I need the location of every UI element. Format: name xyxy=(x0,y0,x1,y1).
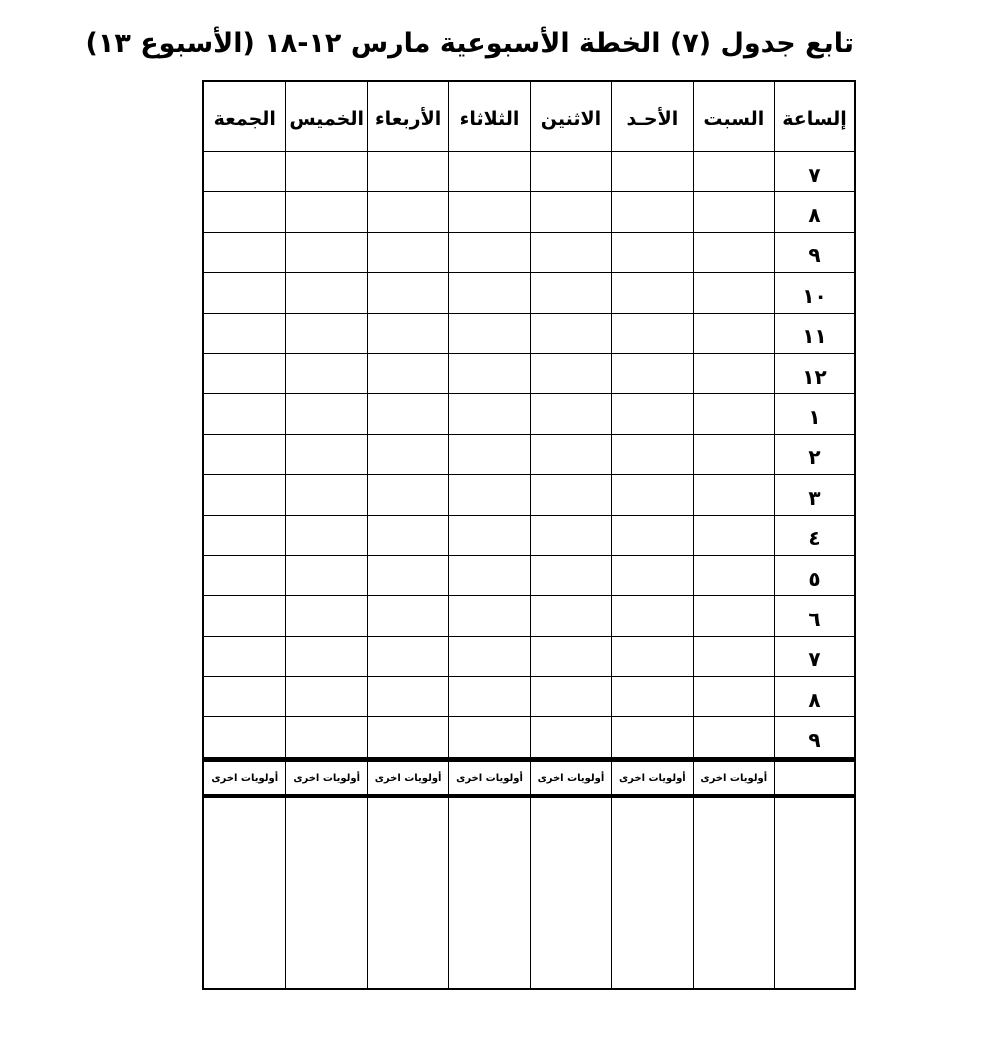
hour-label: ٩ xyxy=(774,717,854,757)
time-slot-cell[interactable] xyxy=(611,152,692,192)
time-slot-cell[interactable] xyxy=(693,354,774,394)
time-slot-cell[interactable] xyxy=(530,314,611,354)
time-slot-cell[interactable] xyxy=(448,637,529,677)
time-slot-cell[interactable] xyxy=(285,637,366,677)
time-slot-cell[interactable] xyxy=(204,637,285,677)
hour-label: ١١ xyxy=(774,314,854,354)
hour-label: ٥ xyxy=(774,556,854,596)
time-slot-cell[interactable] xyxy=(204,354,285,394)
time-slot-cell[interactable] xyxy=(530,556,611,596)
priority-notes-cell[interactable] xyxy=(611,798,692,988)
time-slot-cell[interactable] xyxy=(693,637,774,677)
time-slot-cell[interactable] xyxy=(367,637,448,677)
time-slot-cell[interactable] xyxy=(530,152,611,192)
priority-label: أولويات اخرى xyxy=(367,762,448,794)
hour-label: ٨ xyxy=(774,192,854,232)
time-slot-cell[interactable] xyxy=(693,233,774,273)
time-slot-cell[interactable] xyxy=(204,516,285,556)
time-slot-cell[interactable] xyxy=(448,596,529,636)
time-slot-cell[interactable] xyxy=(611,596,692,636)
time-slot-cell[interactable] xyxy=(285,273,366,313)
time-slot-cell[interactable] xyxy=(285,435,366,475)
time-slot-cell[interactable] xyxy=(693,152,774,192)
notes-blank-column xyxy=(774,798,854,988)
time-slot-cell[interactable] xyxy=(611,516,692,556)
hour-label: ١٢ xyxy=(774,354,854,394)
page-title: تابع جدول (٧) الخطة الأسبوعية مارس ١٢-١٨ (الأسبوع ١٣) xyxy=(85,28,854,59)
hour-label: ٣ xyxy=(774,475,854,515)
time-slot-cell[interactable] xyxy=(204,556,285,596)
time-slot-cell[interactable] xyxy=(448,273,529,313)
hour-label: ٧ xyxy=(774,152,854,192)
hour-label: ١ xyxy=(774,394,854,434)
column-header-day: الجمعة xyxy=(204,82,285,152)
time-slot-cell[interactable] xyxy=(448,233,529,273)
time-slot-cell[interactable] xyxy=(367,596,448,636)
time-slot-cell[interactable] xyxy=(448,717,529,757)
time-slot-cell[interactable] xyxy=(285,516,366,556)
time-slot-cell[interactable] xyxy=(204,192,285,232)
time-slot-cell[interactable] xyxy=(530,354,611,394)
time-slot-cell[interactable] xyxy=(530,192,611,232)
time-slot-cell[interactable] xyxy=(367,354,448,394)
time-slot-cell[interactable] xyxy=(448,152,529,192)
time-slot-cell[interactable] xyxy=(693,677,774,717)
time-slot-cell[interactable] xyxy=(693,516,774,556)
time-slot-cell[interactable] xyxy=(611,192,692,232)
column-header-day: الاثنين xyxy=(530,82,611,152)
weekly-planner-table xyxy=(202,80,856,990)
time-slot-cell[interactable] xyxy=(530,435,611,475)
time-slot-cell[interactable] xyxy=(367,435,448,475)
priority-notes-cell[interactable] xyxy=(285,798,366,988)
time-slot-cell[interactable] xyxy=(611,556,692,596)
time-slot-cell[interactable] xyxy=(448,394,529,434)
time-slot-cell[interactable] xyxy=(530,475,611,515)
hour-label: ١٠ xyxy=(774,273,854,313)
time-slot-cell[interactable] xyxy=(611,354,692,394)
hour-label: ٨ xyxy=(774,677,854,717)
time-slot-cell[interactable] xyxy=(285,717,366,757)
time-slot-cell[interactable] xyxy=(204,273,285,313)
time-slot-cell[interactable] xyxy=(285,394,366,434)
time-slot-cell[interactable] xyxy=(611,637,692,677)
time-slot-cell[interactable] xyxy=(693,596,774,636)
time-slot-cell[interactable] xyxy=(204,394,285,434)
time-slot-cell[interactable] xyxy=(285,233,366,273)
time-slot-cell[interactable] xyxy=(530,677,611,717)
hour-label: ٧ xyxy=(774,637,854,677)
time-slot-cell[interactable] xyxy=(611,394,692,434)
time-slot-cell[interactable] xyxy=(367,475,448,515)
time-slot-cell[interactable] xyxy=(285,354,366,394)
hour-label: ٢ xyxy=(774,435,854,475)
priority-label: أولويات اخرى xyxy=(448,762,529,794)
column-header-day: الأحـد xyxy=(611,82,692,152)
time-slot-cell[interactable] xyxy=(367,516,448,556)
time-slot-cell[interactable] xyxy=(611,475,692,515)
column-header-day: الأربعاء xyxy=(367,82,448,152)
time-slot-cell[interactable] xyxy=(530,233,611,273)
time-slot-cell[interactable] xyxy=(530,273,611,313)
hour-label: ٩ xyxy=(774,233,854,273)
hour-grid xyxy=(204,82,854,758)
priority-notes-cell[interactable] xyxy=(693,798,774,988)
column-header-day: الثلاثاء xyxy=(448,82,529,152)
time-slot-cell[interactable] xyxy=(611,435,692,475)
time-slot-cell[interactable] xyxy=(367,717,448,757)
time-slot-cell[interactable] xyxy=(693,717,774,757)
time-slot-cell[interactable] xyxy=(448,677,529,717)
time-slot-cell[interactable] xyxy=(285,677,366,717)
priority-label: أولويات اخرى xyxy=(211,772,279,784)
time-slot-cell[interactable] xyxy=(448,435,529,475)
time-slot-cell[interactable] xyxy=(611,717,692,757)
time-slot-cell[interactable] xyxy=(448,192,529,232)
time-slot-cell[interactable] xyxy=(285,152,366,192)
time-slot-cell[interactable] xyxy=(448,556,529,596)
time-slot-cell[interactable] xyxy=(448,354,529,394)
priority-notes-cell[interactable] xyxy=(448,798,529,988)
time-slot-cell[interactable] xyxy=(530,596,611,636)
hour-label: ٦ xyxy=(774,596,854,636)
time-slot-cell[interactable] xyxy=(530,717,611,757)
time-slot-cell[interactable] xyxy=(367,233,448,273)
time-slot-cell[interactable] xyxy=(530,394,611,434)
time-slot-cell[interactable] xyxy=(204,314,285,354)
time-slot-cell[interactable] xyxy=(367,192,448,232)
time-slot-cell[interactable] xyxy=(367,314,448,354)
priority-notes-cell[interactable] xyxy=(204,798,285,988)
time-slot-cell[interactable] xyxy=(693,273,774,313)
time-slot-cell[interactable] xyxy=(448,516,529,556)
time-slot-cell[interactable] xyxy=(611,677,692,717)
priority-notes-cell[interactable] xyxy=(530,798,611,988)
priority-label: أولويات اخرى xyxy=(530,762,611,794)
time-slot-cell[interactable] xyxy=(285,596,366,636)
time-slot-cell[interactable] xyxy=(367,273,448,313)
time-slot-cell[interactable] xyxy=(204,233,285,273)
time-slot-cell[interactable] xyxy=(285,475,366,515)
time-slot-cell[interactable] xyxy=(530,516,611,556)
time-slot-cell[interactable] xyxy=(693,314,774,354)
time-slot-cell[interactable] xyxy=(367,394,448,434)
column-header-hour: إلساعة xyxy=(774,82,854,152)
time-slot-cell[interactable] xyxy=(693,475,774,515)
time-slot-cell[interactable] xyxy=(611,233,692,273)
priority-label: أولويات اخرى xyxy=(611,762,692,794)
priority-blank-cell xyxy=(774,762,854,794)
time-slot-cell[interactable] xyxy=(367,556,448,596)
priorities-notes-area xyxy=(204,798,854,988)
hour-label: ٤ xyxy=(774,516,854,556)
time-slot-cell[interactable] xyxy=(367,677,448,717)
column-header-day: الخميس xyxy=(285,82,366,152)
time-slot-cell[interactable] xyxy=(530,637,611,677)
time-slot-cell[interactable] xyxy=(693,556,774,596)
priority-notes-cell[interactable] xyxy=(367,798,448,988)
time-slot-cell[interactable] xyxy=(285,556,366,596)
time-slot-cell[interactable] xyxy=(285,192,366,232)
time-slot-cell[interactable] xyxy=(448,475,529,515)
priority-label: أولويات اخرى xyxy=(693,762,774,794)
time-slot-cell[interactable] xyxy=(448,314,529,354)
time-slot-cell[interactable] xyxy=(204,475,285,515)
time-slot-cell[interactable] xyxy=(693,192,774,232)
time-slot-cell[interactable] xyxy=(611,314,692,354)
time-slot-cell[interactable] xyxy=(367,152,448,192)
time-slot-cell[interactable] xyxy=(611,273,692,313)
time-slot-cell[interactable] xyxy=(204,717,285,757)
time-slot-cell[interactable] xyxy=(693,394,774,434)
time-slot-cell[interactable] xyxy=(204,152,285,192)
time-slot-cell[interactable] xyxy=(204,596,285,636)
time-slot-cell[interactable] xyxy=(285,314,366,354)
time-slot-cell[interactable] xyxy=(204,435,285,475)
column-header-day: السبت xyxy=(693,82,774,152)
other-priorities-row xyxy=(204,758,854,798)
priority-label: أولويات اخرى xyxy=(285,762,366,794)
time-slot-cell[interactable] xyxy=(693,435,774,475)
time-slot-cell[interactable] xyxy=(204,677,285,717)
